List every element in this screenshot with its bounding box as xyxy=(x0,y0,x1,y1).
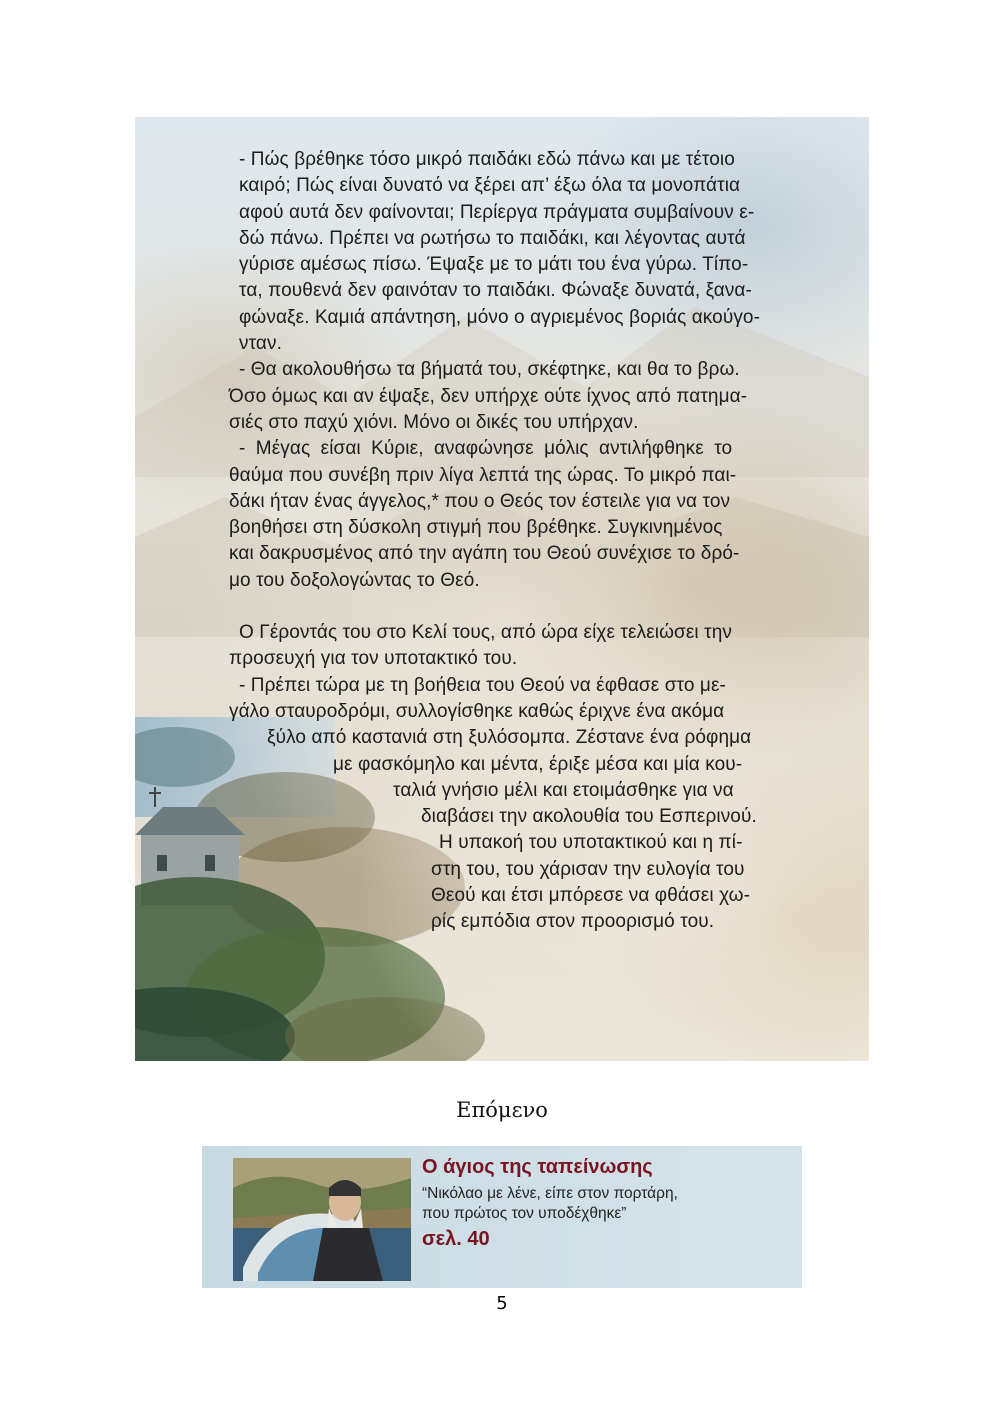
text-line: αφού αυτά δεν φαίνονται; Περίεργα πράγματα συμβαίνουν ε- xyxy=(239,201,755,223)
text-line: - Θα ακολουθήσω τα βήματά του, σκέφτηκε, και θα το βρω. xyxy=(239,359,740,381)
story-paragraph xyxy=(229,357,811,436)
next-story-quote xyxy=(422,1184,792,1224)
quote-line: που πρώτος τον υποδέχθηκε” xyxy=(422,1205,627,1222)
page-number: 5 xyxy=(496,1293,508,1314)
quote-line: “Νικόλαο με λένε, είπε στον πορτάρη, xyxy=(422,1185,678,1202)
text-line: προσευχή για τον υποτακτικό του. xyxy=(229,648,518,670)
text-line: - Πώς βρέθηκε τόσο μικρό παιδάκι εδώ πάνω και με τέτοιο xyxy=(239,149,735,170)
story-paragraph xyxy=(229,147,811,357)
story-paragraph xyxy=(229,436,811,594)
story-paragraph xyxy=(229,620,811,673)
next-story-card[interactable] xyxy=(202,1146,802,1288)
next-story-page-ref[interactable]: σελ. 40 xyxy=(422,1228,490,1250)
story-paragraph xyxy=(229,830,811,935)
text-line: Η υπακοή του υποτακτικού και η πί- xyxy=(439,832,743,854)
text-line: Θεού και έτσι μπόρεσε να φθάσει χω- xyxy=(431,885,751,907)
text-line: Ο Γέροντάς του στο Κελί τους, από ώρα είχε τελειώσει την xyxy=(239,622,732,644)
text-line: τα, πουθενά δεν φαινόταν το παιδάκι. Φώναξε δυνατά, ξανα- xyxy=(239,280,752,302)
text-line: φώναξε. Καμιά απάντηση, μόνο ο αγριεμένος βοριάς ακούγο- xyxy=(239,306,761,328)
text-line: βοηθήσει στη δύσκολη στιγμή που βρέθηκε. Συγκινημένος xyxy=(229,517,723,539)
text-line: ταλιά γνήσιο μέλι και ετοιμάσθηκε για να xyxy=(393,779,734,801)
next-story-title[interactable]: Ο άγιος της ταπείνωσης xyxy=(422,1156,653,1178)
text-line: - Πρέπει τώρα με τη βοήθεια του Θεού να έφθασε στο με- xyxy=(239,674,726,696)
text-line: νταν. xyxy=(239,333,282,355)
text-line: σιές στο παχύ χιόνι. Μόνο οι δικές του υπήρχαν. xyxy=(229,411,639,433)
text-line: θαύμα που συνέβη πριν λίγα λεπτά της ώρας. Το μικρό παι- xyxy=(229,464,737,486)
text-line: διαβάσει την ακολουθία του Εσπερινού. xyxy=(421,806,757,828)
text-line: ρίς εμπόδια στον προορισμό του. xyxy=(431,911,715,933)
text-line: καιρό; Πώς είναι δυνατό να ξέρει απ’ έξω όλα τα μονοπάτια xyxy=(239,175,741,197)
text-line: μο του δοξολογώντας το Θεό. xyxy=(229,569,480,591)
story-panel xyxy=(135,117,869,1061)
text-line: δάκι ήταν ένας άγγελος,* που ο Θεός τον έστειλε για να τον xyxy=(229,490,731,512)
text-line: - Μέγας είσαι Κύριε, αναφώνησε μόλις αντιλήφθηκε το xyxy=(239,438,733,460)
story-paragraph xyxy=(229,673,811,831)
story-text xyxy=(229,147,811,936)
text-line: γάλο σταυροδρόμι, συλλογίσθηκε καθώς έριχνε ένα ακόμα xyxy=(229,700,725,722)
text-line: ξύλο από καστανιά στη ξυλόσομπα. Ζέστανε ένα ρόφημα xyxy=(267,727,752,749)
text-line: με φασκόμηλο και μέντα, έριξε μέσα και μία κου- xyxy=(333,753,743,775)
text-line: δώ πάνω. Πρέπει να ρωτήσω το παιδάκι, και λέγοντας αυτά xyxy=(239,227,746,249)
next-heading: Επόμενο xyxy=(456,1098,548,1122)
monk-portrait-thumbnail xyxy=(233,1158,411,1281)
text-line: γύρισε αμέσως πίσω. Έψαξε με το μάτι του ένα γύρω. Τίπο- xyxy=(239,254,749,276)
text-line: και δακρυσμένος από την αγάπη του Θεού συνέχισε το δρό- xyxy=(229,543,740,565)
text-line: στη του, του χάρισαν την ευλογία του xyxy=(431,858,745,880)
text-line: Όσο όμως και αν έψαξε, δεν υπήρχε ούτε ίχνος από πατημα- xyxy=(229,385,748,407)
